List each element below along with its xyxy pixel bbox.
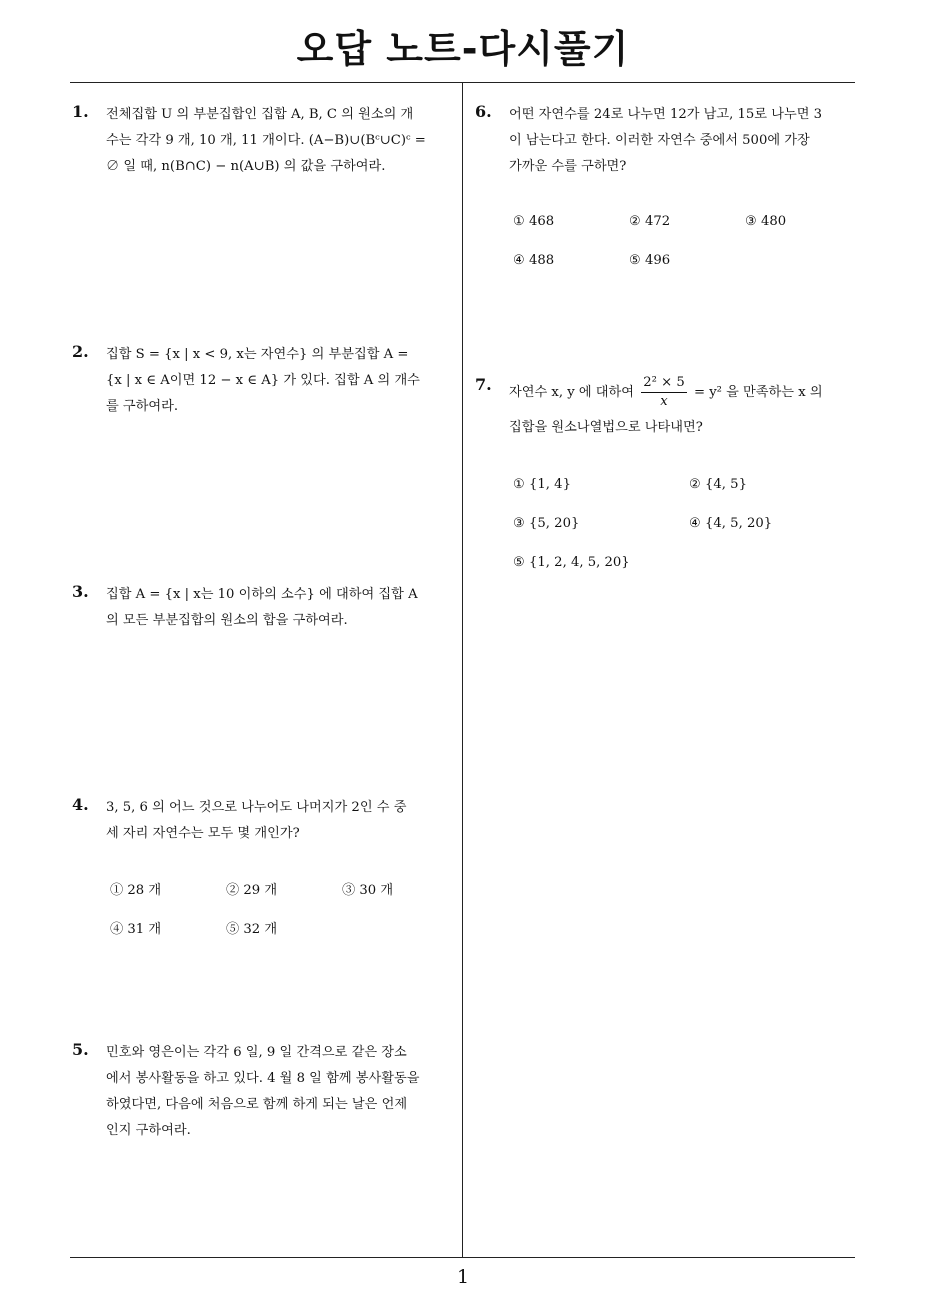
problem-line: 집합 S = {x | x < 9, x는 자연수} 의 부분집합 A = [106,347,409,362]
fraction-numerator: 2² × 5 [641,374,687,393]
choice-4[interactable]: ④ 31 개 [110,922,162,937]
problem-text [106,795,406,847]
choice-4[interactable]: ④ 488 [513,253,555,268]
choice-1[interactable]: ① 468 [513,214,555,229]
problem-number: 6. [475,102,492,121]
problem-number: 2. [72,342,89,361]
problem-line: 3, 5, 6 의 어느 것으로 나누어도 나머지가 2인 수 중 [106,800,407,815]
choice-1[interactable]: ① {1, 4} [513,477,571,492]
problem-text [509,373,823,441]
problem-line: 전체집합 U 의 부분집합인 집합 A, B, C 의 원소의 개 [106,107,414,122]
choice-5[interactable]: ⑤ {1, 2, 4, 5, 20} [513,555,630,570]
choice-3[interactable]: ③ 30 개 [342,883,394,898]
problem-line: 를 구하여라. [106,399,179,414]
problem-line: 이 남는다고 한다. 이러한 자연수 중에서 500에 가장 [509,133,810,148]
page-number: 1 [456,1266,470,1288]
problem-number: 7. [475,375,492,394]
choice-2[interactable]: ② {4, 5} [689,477,747,492]
problem-text [106,102,426,180]
problem-line: {x | x ∈ A이면 12 − x ∈ A} 가 있다. 집합 A 의 개수 [106,373,420,388]
problem-line: 집합을 원소나열법으로 나타내면? [509,420,703,435]
choice-2[interactable]: ② 29 개 [226,883,278,898]
problem-line: 하였다면, 다음에 처음으로 함께 하게 되는 날은 언제 [106,1097,408,1112]
choice-2[interactable]: ② 472 [629,214,671,229]
column-divider [462,83,463,1257]
problem-line: ∅ 일 때, n(B∩C) − n(A∪B) 의 값을 구하여라. [106,159,386,174]
fraction [641,374,687,411]
page-title: 오답 노트-다시풀기 [296,27,630,71]
choice-1[interactable]: ① 28 개 [110,883,162,898]
problem-line: 가까운 수를 구하면? [509,159,627,174]
choice-3[interactable]: ③ 480 [745,214,787,229]
choice-5[interactable]: ⑤ 496 [629,253,671,268]
fraction-denominator: x [660,394,668,409]
problem-text [509,102,822,180]
problem-line: 에서 봉사활동을 하고 있다. 4 월 8 일 함께 봉사활동을 [106,1071,420,1086]
problem-line-end: = y² 을 만족하는 x 의 [693,385,823,400]
choice-5[interactable]: ⑤ 32 개 [226,922,278,937]
problem-line: 어떤 자연수를 24로 나누면 12가 남고, 15로 나누면 3 [509,107,823,122]
footer-rule [70,1257,855,1258]
problem-line: 의 모든 부분집합의 원소의 합을 구하여라. [106,613,348,628]
problem-number: 1. [72,102,89,121]
problem-number: 5. [72,1040,89,1059]
problem-line: 수는 각각 9 개, 10 개, 11 개이다. (A−B)∪(Bᶜ∪C)ᶜ = [106,133,426,148]
problem-text [106,1040,419,1144]
problem-line: 인지 구하여라. [106,1123,191,1138]
problem-line: 민호와 영은이는 각각 6 일, 9 일 간격으로 같은 장소 [106,1045,407,1060]
problem-line: 세 자리 자연수는 모두 몇 개인가? [106,826,300,841]
problem-line-start: 자연수 x, y 에 대하여 [509,385,635,400]
problem-number: 3. [72,582,89,601]
problem-line: 집합 A = {x | x는 10 이하의 소수} 에 대하여 집합 A [106,587,418,602]
problem-line [509,373,823,413]
choice-4[interactable]: ④ {4, 5, 20} [689,516,773,531]
choice-3[interactable]: ③ {5, 20} [513,516,580,531]
problem-number: 4. [72,795,89,814]
problem-text [106,342,420,420]
problem-text [106,582,418,634]
